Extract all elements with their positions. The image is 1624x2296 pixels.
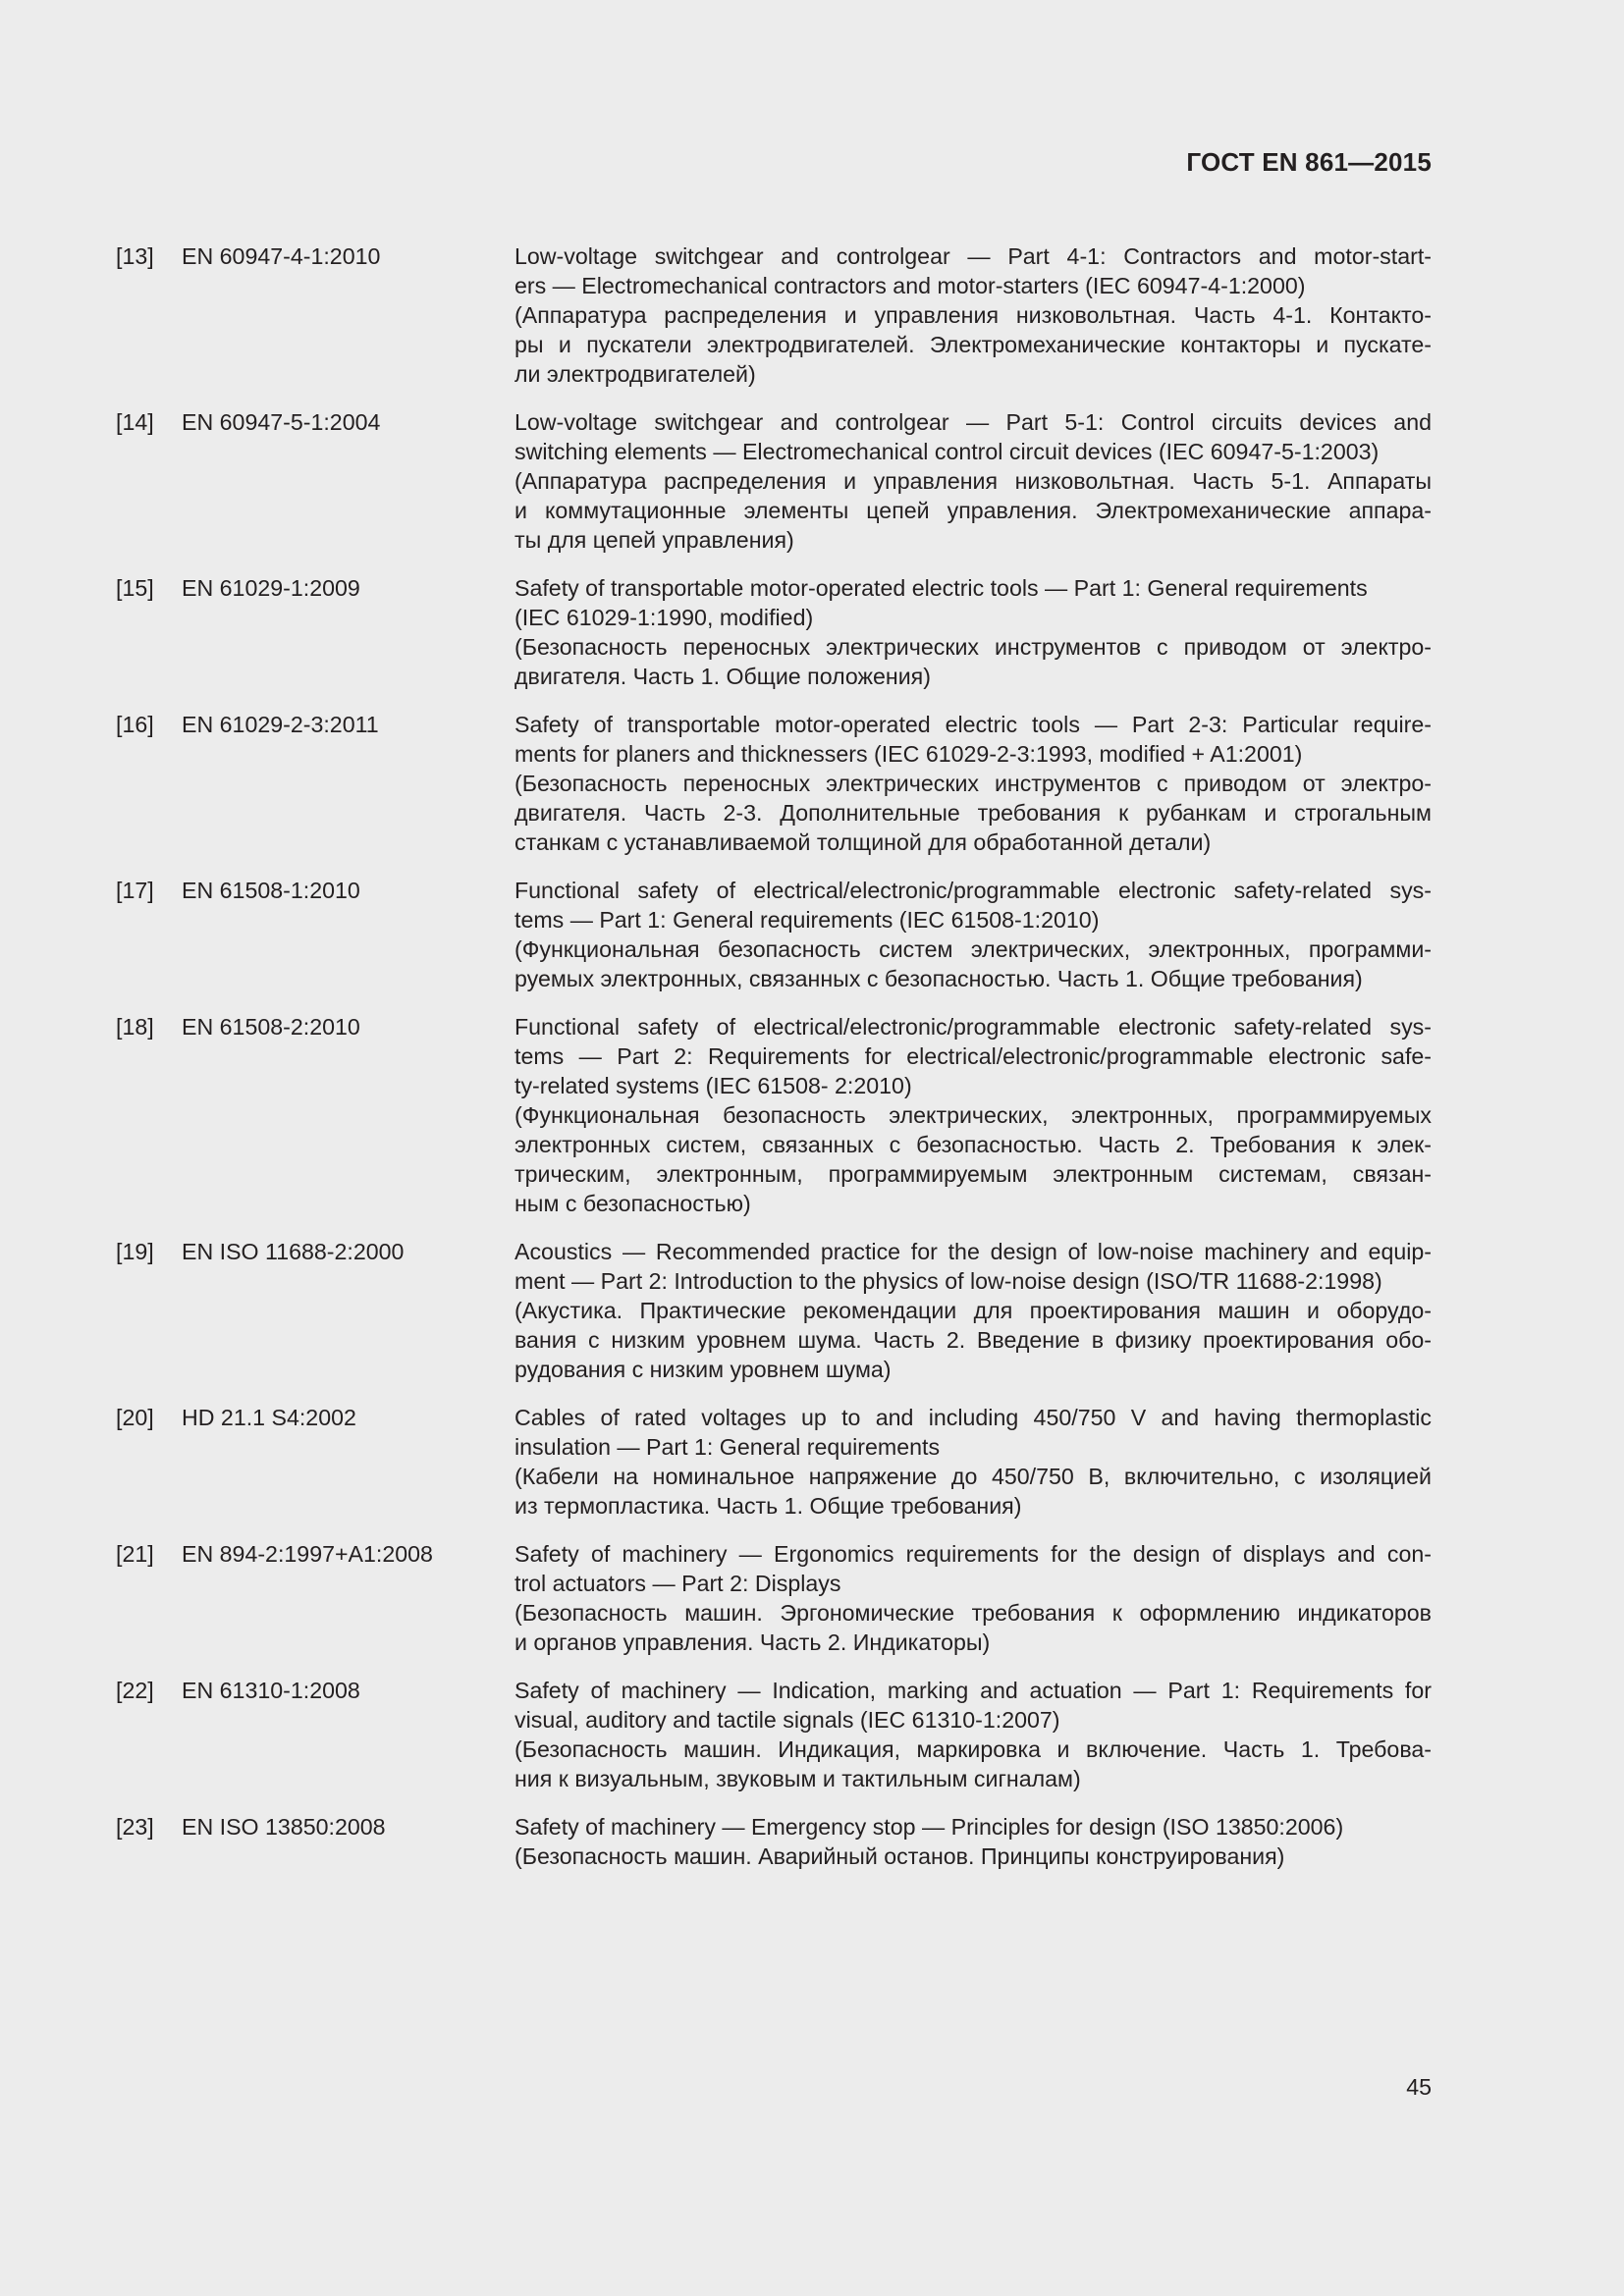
- reference-number: [22]: [116, 1678, 154, 1703]
- standard-code: EN 60947-4-1:2010: [182, 243, 381, 269]
- title-line: (Аппаратура распределения и управления низковольтная. Часть 4-1. Контакто-: [514, 302, 1432, 328]
- title-line: ers — Electromechanical contractors and motor-starters (IEC 60947-4-1:2000): [514, 273, 1306, 298]
- standard-code: EN 61508-2:2010: [182, 1014, 360, 1040]
- title-line: Acoustics — Recommended practice for the design of low-noise machinery and equip-: [514, 1239, 1432, 1264]
- standard-code: EN 61029-1:2009: [182, 575, 360, 601]
- reference-number: [16]: [116, 712, 154, 737]
- title-line: ment — Part 2: Introduction to the physics of low-noise design (ISO/TR 11688-2:1998): [514, 1268, 1382, 1294]
- bibliography-entry: [116, 1237, 1432, 1384]
- title-line: insulation — Part 1: General requirements: [514, 1434, 941, 1460]
- standard-code: EN ISO 11688-2:2000: [182, 1239, 405, 1264]
- standard-code: EN 61310-1:2008: [182, 1678, 360, 1703]
- standard-title: [514, 1812, 1432, 1871]
- reference-number: [21]: [116, 1541, 154, 1567]
- standard-title: [514, 1012, 1432, 1218]
- title-line: Safety of machinery — Indication, marking and actuation — Part 1: Requirements for: [514, 1678, 1432, 1703]
- reference-number: [17]: [116, 878, 154, 903]
- title-line: (Безопасность машин. Аварийный останов. Принципы конструирования): [514, 1843, 1285, 1869]
- title-line: и коммутационные элементы цепей управления. Электромеханические аппара-: [514, 498, 1432, 523]
- reference-number: [13]: [116, 243, 154, 269]
- title-line: станкам с устанавливаемой толщиной для обработанной детали): [514, 829, 1212, 855]
- title-line: ments for planers and thicknessers (IEC 61029-2-3:1993, modified + A1:2001): [514, 741, 1303, 767]
- title-line: ры и пускатели электродвигателей. Электромеханические контакторы и пускате-: [514, 332, 1432, 357]
- title-line: ty-related systems (IEC 61508- 2:2010): [514, 1073, 912, 1098]
- title-line: электронных систем, связанных с безопасностью. Часть 2. Требования к элек-: [514, 1132, 1432, 1157]
- title-line: tems — Part 2: Requirements for electrical/electronic/programmable electronic safe-: [514, 1043, 1432, 1069]
- standard-title: [514, 710, 1432, 857]
- title-line: Safety of transportable motor-operated electric tools — Part 1: General requirements: [514, 575, 1368, 601]
- title-line: (Безопасность машин. Индикация, маркировка и включение. Часть 1. Требова-: [514, 1736, 1432, 1762]
- title-line: ным с безопасностью): [514, 1191, 751, 1216]
- title-line: Low-voltage switchgear and controlgear — Part 5-1: Control circuits devices and: [514, 409, 1432, 435]
- title-line: tems — Part 1: General requirements (IEC 61508-1:2010): [514, 907, 1100, 933]
- title-line: ли электродвигателей): [514, 361, 756, 387]
- title-line: visual, auditory and tactile signals (IEC 61310-1:2007): [514, 1707, 1060, 1733]
- title-line: Safety of machinery — Ergonomics requirements for the design of displays and con-: [514, 1541, 1432, 1567]
- title-line: Functional safety of electrical/electronic/programmable electronic safety-related sys-: [514, 878, 1432, 903]
- title-line: из термопластика. Часть 1. Общие требования): [514, 1493, 1022, 1519]
- page-number: 45: [1406, 2074, 1432, 2100]
- bibliography-entry: [116, 1403, 1432, 1521]
- standard-title: [514, 573, 1432, 691]
- bibliography-entry: [116, 1812, 1432, 1871]
- title-line: (Безопасность машин. Эргономические требования к оформлению индикаторов: [514, 1600, 1432, 1626]
- title-line: Functional safety of electrical/electronic/programmable electronic safety-related sys-: [514, 1014, 1432, 1040]
- bibliography-entry: [116, 573, 1432, 691]
- title-line: двигателя. Часть 1. Общие положения): [514, 664, 931, 689]
- standard-title: [514, 876, 1432, 993]
- standard-title: [514, 1403, 1432, 1521]
- reference-number: [14]: [116, 409, 154, 435]
- title-line: (Аппаратура распределения и управления низковольтная. Часть 5-1. Аппараты: [514, 468, 1432, 494]
- bibliography-entry: [116, 1012, 1432, 1218]
- title-line: (Акустика. Практические рекомендации для проектирования машин и оборудо-: [514, 1298, 1432, 1323]
- standard-title: [514, 407, 1432, 555]
- title-line: и органов управления. Часть 2. Индикаторы): [514, 1629, 991, 1655]
- title-line: рудования с низким уровнем шума): [514, 1357, 892, 1382]
- title-line: trol actuators — Part 2: Displays: [514, 1571, 841, 1596]
- reference-number: [18]: [116, 1014, 154, 1040]
- title-line: ты для цепей управления): [514, 527, 794, 553]
- standard-title: [514, 241, 1432, 389]
- title-line: (Функциональная безопасность электрических, электронных, программируемых: [514, 1102, 1432, 1128]
- bibliography-entry: [116, 710, 1432, 857]
- title-line: Safety of machinery — Emergency stop — Principles for design (ISO 13850:2006): [514, 1814, 1344, 1840]
- title-line: Safety of transportable motor-operated electric tools — Part 2-3: Particular require-: [514, 712, 1432, 737]
- title-line: Cables of rated voltages up to and including 450/750 V and having thermoplastic: [514, 1405, 1432, 1430]
- standard-code: EN 60947-5-1:2004: [182, 409, 381, 435]
- title-line: (Безопасность переносных электрических инструментов с приводом от электро-: [514, 771, 1432, 796]
- title-line: ния к визуальным, звуковым и тактильным сигналам): [514, 1766, 1081, 1791]
- standard-code: HD 21.1 S4:2002: [182, 1405, 356, 1430]
- standard-title: [514, 1539, 1432, 1657]
- title-line: (Кабели на номинальное напряжение до 450/750 В, включительно, с изоляцией: [514, 1464, 1432, 1489]
- reference-number: [20]: [116, 1405, 154, 1430]
- standard-code: EN 61029-2-3:2011: [182, 712, 379, 737]
- title-line: Low-voltage switchgear and controlgear — Part 4-1: Contractors and motor-start-: [514, 243, 1432, 269]
- standard-title: [514, 1676, 1432, 1793]
- title-line: вания с низким уровнем шума. Часть 2. Введение в физику проектирования обо-: [514, 1327, 1432, 1353]
- reference-number: [19]: [116, 1239, 154, 1264]
- document-code-header: ГОСТ EN 861—2015: [1186, 147, 1432, 177]
- bibliography-list: [116, 241, 1432, 1890]
- reference-number: [15]: [116, 575, 154, 601]
- bibliography-entry: [116, 1676, 1432, 1793]
- title-line: руемых электронных, связанных с безопасностью. Часть 1. Общие требования): [514, 966, 1363, 991]
- title-line: трическим, электронным, программируемым электронным системам, связан-: [514, 1161, 1432, 1187]
- title-line: (Функциональная безопасность систем электрических, электронных, программи-: [514, 936, 1432, 962]
- bibliography-entry: [116, 876, 1432, 993]
- title-line: (Безопасность переносных электрических инструментов с приводом от электро-: [514, 634, 1432, 660]
- title-line: двигателя. Часть 2-3. Дополнительные требования к рубанкам и строгальным: [514, 800, 1432, 826]
- standard-code: EN 61508-1:2010: [182, 878, 360, 903]
- bibliography-entry: [116, 241, 1432, 389]
- reference-number: [23]: [116, 1814, 154, 1840]
- standard-code: EN 894-2:1997+A1:2008: [182, 1541, 433, 1567]
- standard-code: EN ISO 13850:2008: [182, 1814, 386, 1840]
- title-line: (IEC 61029-1:1990, modified): [514, 605, 814, 630]
- title-line: switching elements — Electromechanical control circuit devices (IEC 60947-5-1:2003): [514, 439, 1380, 464]
- bibliography-entry: [116, 407, 1432, 555]
- standard-title: [514, 1237, 1432, 1384]
- bibliography-entry: [116, 1539, 1432, 1657]
